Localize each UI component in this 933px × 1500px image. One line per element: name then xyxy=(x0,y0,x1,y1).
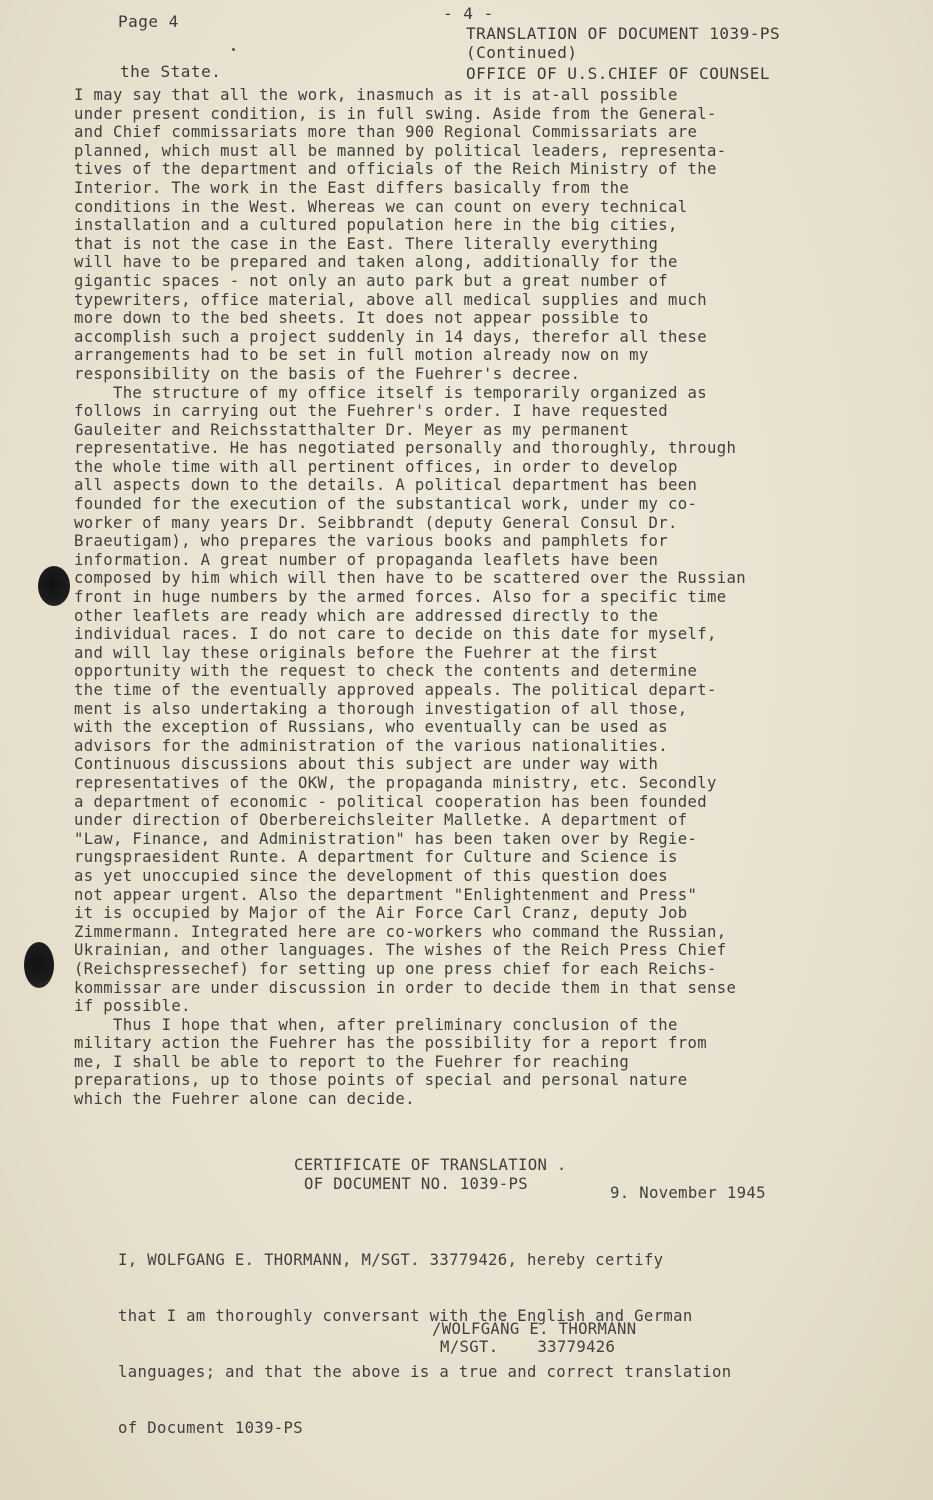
body-line: opportunity with the request to check the contents and determine xyxy=(74,662,698,681)
body-line: and Chief commissariats more than 900 Regional Commissariats are xyxy=(74,123,698,142)
body-line: founded for the execution of the substantical work, under my co- xyxy=(74,495,698,514)
body-line: advisors for the administration of the various nationalities. xyxy=(74,736,669,755)
body-line: composed by him which will then have to be scattered over the Russian xyxy=(74,569,746,588)
body-line: Interior. The work in the East differs basically from the xyxy=(74,178,630,197)
body-line: Gauleiter and Reichsstatthalter Dr. Meyer as my permanent xyxy=(74,420,630,439)
body-line: preparations, up to those points of special and personal nature xyxy=(74,1071,688,1090)
body-line: worker of many years Dr. Seibbrandt (deputy General Consul Dr. xyxy=(74,513,678,532)
body-line: accomplish such a project suddenly in 14 days, therefor all these xyxy=(74,327,707,346)
body-line: representatives of the OKW, the propaganda ministry, etc. Secondly xyxy=(74,773,717,792)
document-title: TRANSLATION OF DOCUMENT 1039-PS xyxy=(466,24,781,43)
certificate-line: of Document 1039-PS xyxy=(118,1418,304,1437)
body-line: Zimmermann. Integrated here are co-workers who command the Russian, xyxy=(74,922,727,941)
body-line: conditions in the West. Whereas we can count on every technical xyxy=(74,197,688,216)
body-line: Braeutigam), who prepares the various books and pamphlets for xyxy=(74,532,669,551)
body-text xyxy=(74,86,874,1109)
body-line: if possible. xyxy=(74,997,191,1016)
signature-rank: M/SGT. 33779426 xyxy=(440,1338,616,1356)
body-line: it is occupied by Major of the Air Force Carl Cranz, deputy Job xyxy=(74,904,688,923)
certificate-line: that I am thoroughly conversant with the English and German xyxy=(118,1306,693,1325)
body-line: more down to the bed sheets. It does not appear possible to xyxy=(74,309,649,328)
body-line: rungspraesident Runte. A department for Culture and Science is xyxy=(74,848,678,867)
body-line: information. A great number of propaganda leaflets have been xyxy=(74,550,659,569)
body-line: military action the Fuehrer has the possibility for a report from xyxy=(74,1034,707,1053)
body-line: "Law, Finance, and Administration" has been taken over by Regie- xyxy=(74,829,698,848)
body-line: The structure of my office itself is temporarily organized as xyxy=(74,383,707,402)
body-line: (Reichspressechef) for setting up one press chief for each Reichs- xyxy=(74,959,717,978)
certificate-body xyxy=(118,1214,732,1474)
punch-hole xyxy=(24,942,54,988)
body-line: the time of the eventually approved appeals. The political depart- xyxy=(74,681,717,699)
body-line: the whole time with all pertinent offices, in order to develop xyxy=(74,457,678,476)
body-line: representative. He has negotiated personally and thoroughly, through xyxy=(74,439,737,458)
body-line: and will lay these originals before the Fuehrer at the first xyxy=(74,643,659,662)
body-line: Thus I hope that when, after preliminary conclusion of the xyxy=(74,1015,678,1034)
body-line: not appear urgent. Also the department "Enlightenment and Press" xyxy=(74,885,698,904)
body-line: follows in carrying out the Fuehrer's order. I have requested xyxy=(74,402,669,421)
body-line: typewriters, office material, above all medical supplies and much xyxy=(74,290,707,309)
body-line: with the exception of Russians, who eventually can be used as xyxy=(74,718,669,737)
body-line: I may say that all the work, inasmuch as it is at-all possible xyxy=(74,86,678,104)
punch-hole xyxy=(38,566,70,606)
body-line: that is not the case in the East. There literally everything xyxy=(74,234,659,253)
page-number: - 4 - xyxy=(443,4,494,23)
body-line: me, I shall be able to report to the Fuehrer for reaching xyxy=(74,1052,630,1071)
document-title-continued: (Continued) xyxy=(466,43,578,62)
body-line: planned, which must all be manned by political leaders, representa- xyxy=(74,141,727,160)
body-line: individual races. I do not care to decide on this date for myself, xyxy=(74,625,717,644)
body-line: under direction of Oberbereichsleiter Malletke. A department of xyxy=(74,811,688,830)
body-line: front in huge numbers by the armed forces. Also for a specific time xyxy=(74,588,727,607)
body-line: a department of economic - political cooperation has been founded xyxy=(74,792,707,811)
body-line: gigantic spaces - not only an auto park but a great number of xyxy=(74,271,669,290)
body-line: as yet unoccupied since the development of this question does xyxy=(74,866,669,885)
office-heading: OFFICE OF U.S.CHIEF OF COUNSEL xyxy=(466,64,770,83)
body-line: responsibility on the basis of the Fuehrer's decree. xyxy=(74,364,581,383)
body-line: installation and a cultured population here in the big cities, xyxy=(74,216,678,235)
body-line: ment is also undertaking a thorough investigation of all those, xyxy=(74,699,688,718)
certificate-line: I, WOLFGANG E. THORMANN, M/SGT. 33779426, hereby certify xyxy=(118,1251,664,1270)
ink-speck xyxy=(232,48,235,51)
body-line: will have to be prepared and taken along, additionally for the xyxy=(74,253,678,272)
body-line: Continuous discussions about this subject are under way with xyxy=(74,755,659,774)
body-line: arrangements had to be set in full motion already now on my xyxy=(74,346,649,365)
certificate-title: CERTIFICATE OF TRANSLATION . xyxy=(294,1156,567,1174)
body-line: tives of the department and officials of the Reich Ministry of the xyxy=(74,160,717,179)
body-line: under present condition, is in full swing. Aside from the General- xyxy=(74,104,717,123)
certificate-line: languages; and that the above is a true and correct translation xyxy=(118,1362,732,1381)
body-line: kommissar are under discussion in order to decide them in that sense xyxy=(74,978,737,997)
certificate-date: 9. November 1945 xyxy=(610,1184,766,1202)
body-line: other leaflets are ready which are addressed directly to the xyxy=(74,606,659,625)
body-line: Ukrainian, and other languages. The wishes of the Reich Press Chief xyxy=(74,941,727,960)
continuation-text: the State. xyxy=(120,62,222,81)
signature-name: /WOLFGANG E. THORMANN xyxy=(432,1320,637,1338)
page-label: Page 4 xyxy=(118,12,179,31)
body-line: all aspects down to the details. A political department has been xyxy=(74,476,698,495)
certificate-document-number: OF DOCUMENT NO. 1039-PS xyxy=(304,1175,528,1193)
body-line: which the Fuehrer alone can decide. xyxy=(74,1090,415,1109)
